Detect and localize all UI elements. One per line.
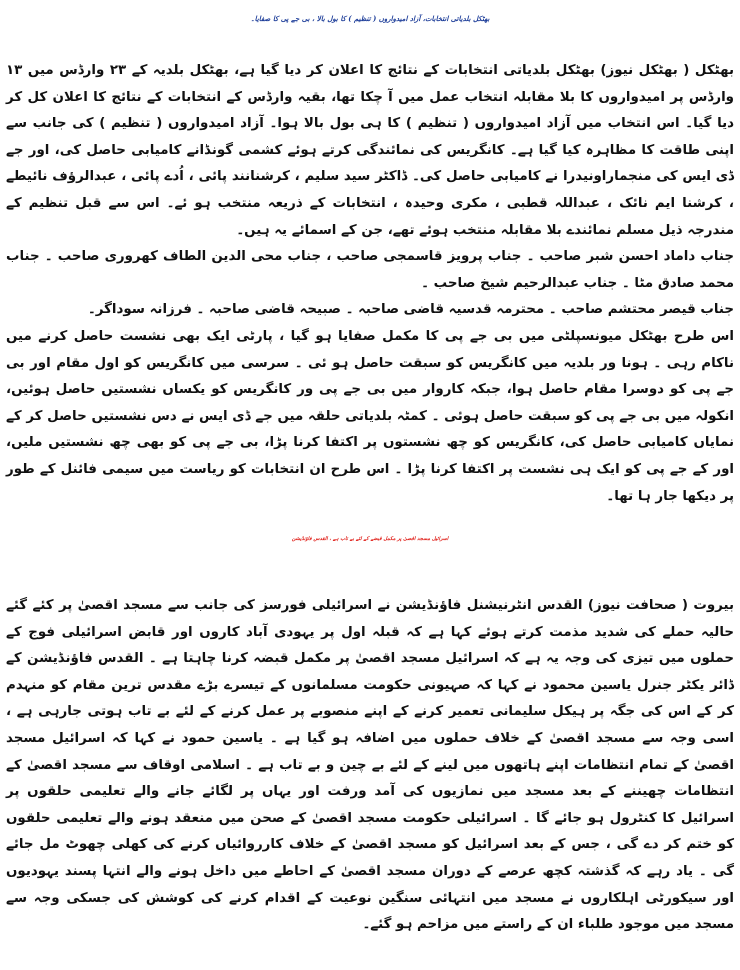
article1-paragraph-2: جناب داماد احسن شبر صاحب ۔ جناب پرویز قاسمجی صاحب ، جناب محی الدین الطاف کھروری صاحب ۔ جناب محمد صادق مٹا ۔ جناب عبدالرحیم شیخ صاحب ۔	[6, 249, 734, 291]
article2-headline: اسرائیل مسجد اقصیٰ پر مکمل قبضے کے لئے بے تاب ہے ، القدس فاؤنڈیشن	[291, 536, 449, 542]
article2-body	[6, 593, 734, 939]
article1-headline: بھٹکل بلدیاتی انتخابات، آزاد امیدواروں ( تنظیم ) کا بول بالا ، بی جے پی کا صفایا۔	[250, 14, 490, 23]
article1-paragraph-1: بھٹکل ( بھٹکل نیوز) بھٹکل بلدیاتی انتخابات کے نتائج کا اعلان کر دیا گیا ہے، بھٹکل بلدیہ کے ۲۳ وارڈس میں ۱۳ وارڈس پر امیدواروں کا بلا مقابلہ انتخاب عمل میں آ چکا تھا، بقیہ وارڈس کے انتخابات کے نتائج کا اعلان کل کر دیا گیا۔ اس انتخاب میں آزاد امیدواروں ( تنظیم ) کا ہی بول بالا ہوا۔ آزاد امیدواروں ( تنظیم ) کی جانب سے اپنی طاقت کا مظاہرہ کیا گیا ہے۔ کانگریس کی نمائندگی کرتے ہوئے کشمی گونڈانے کامیابی حاصل کی، اور جے ڈی ایس کی منجماراونیدرا نے کامیابی حاصل کی۔ ڈاکٹر سید سلیم ، کرشنانند پائی ، اُدے پائی ، عبدالرؤف نائیطے ، کرشنا ایم نائک ، عبداللہ قطبی ، مکری وحیدہ ، انتخابات کے ذریعہ منتخب ہو ئے۔ اس سے قبل تنظیم کے مندرجہ ذیل مسلم نمائندے بلا مقابلہ منتخب ہوئے تھے، جن کے اسمائے یہ ہیں۔	[6, 63, 735, 238]
article1-body	[6, 58, 734, 510]
article1-paragraph-3: جناب قیصر محتشم صاحب ۔ محترمہ قدسیہ قاضی صاحبہ ۔ صبیحہ قاضی صاحبہ ۔ فرزانہ سوداگر۔	[87, 302, 734, 318]
article2-paragraph-1: بیروت ( صحافت نیوز) القدس انٹرنیشنل فاؤنڈیشن نے اسرائیلی فورسز کی جانب سے مسجد اقصیٰ پر کئے گئے حالیہ حملے کی شدید مذمت کرتے ہوئے کہا ہے کہ قبلہ اول پر یہودی آباد کاروں اور قابض اسرائیلی فوج کے حملوں میں تیزی کی وجہ یہ ہے کہ اسرائیل مسجد اقصیٰ پر مکمل قبضہ کرنا چاہتا ہے ۔ القدس فاؤنڈیشن کے ڈائر یکٹر جنرل یاسین محمود نے کہا کہ صہیونی حکومت مسلمانوں کے تیسرے بڑے مقدس ترین مقام کو منہدم کر کے اس کی جگہ پر ہیکل سلیمانی تعمیر کرنے کے اپنے منصوبے پر عمل کرنے کے لئے بے تاب ہوتی جارہی ہے ، اسی وجہ سے مسجد اقصیٰ کے خلاف حملوں میں اضافہ ہو گیا ہے ۔ یاسین حمود نے کہا کہ اسرائیل مسجد اقصیٰ کے تمام انتظامات اپنے ہاتھوں میں لینے کے لئے بے چین و بے تاب ہے ۔ اسلامی اوقاف سے مسجد اقصیٰ کے انتظامات چھیننے کے بعد مسجد میں نمازیوں کی آمد ورفت اور یہاں پر لگائے جانے والے تعلیمی حلقوں پر اسرائیل کا کنٹرول ہو جائے گا ۔ اسرائیلی حکومت مسجد اقصیٰ کے صحن میں منعقد ہونے والے تعلیمی حلقوں کو ختم کر دے گی ، جس کے بعد اسرائیل کو مسجد اقصیٰ کے خلاف کارروائیاں کرنے کی کھلی چھوٹ مل جائے گی ۔ یاد رہے کہ گذشتہ کچھ عرصے کے دوران مسجد اقصیٰ کے احاطے میں داخل ہونے والے انتہا پسند یہودیوں اور سیکورٹی اہلکاروں نے مسجد میں انتہائی سنگین نوعیت کے اقدام کرنے کی کوشش کی جسکی وجہ سے مسجد میں موجود طلباء ان کے راستے میں مزاحم ہو گئے۔	[6, 598, 734, 933]
article1-paragraph-4: اس طرح بھٹکل میونسپلٹی میں بی جے پی کا مکمل صفایا ہو گیا ، پارٹی ایک بھی نشست حاصل کرنے میں ناکام رہی ۔ ہونا ور بلدیہ میں کانگریس کو سبقت حاصل ہو ئی ۔ سرسی میں کانگریس کو اول مقام اور بی جے پی کو دوسرا مقام حاصل ہوا، جبکہ کاروار میں بی جے پی ور کانگریس کو یکساں نشستیں حاصل ہوئیں، انکولہ میں بی جے پی کو سبقت حاصل ہوئی ۔ کمٹہ بلدیاتی حلقہ میں جے ڈی ایس نے دس نشستیں حاصل کر کے نمایاں کامیابی حاصل کی، کانگریس کو چھ نشستوں پر اکتفا کرنا پڑا، بی جے پی کو بھی چھ نشستیں ملیں، اور کے جے پی کو ایک ہی نشست پر اکتفا کرنا پڑا ۔ اس طرح ان انتخابات کو ریاست میں سیمی فائنل کے طور پر دیکھا جار ہا تھا۔	[6, 328, 734, 504]
